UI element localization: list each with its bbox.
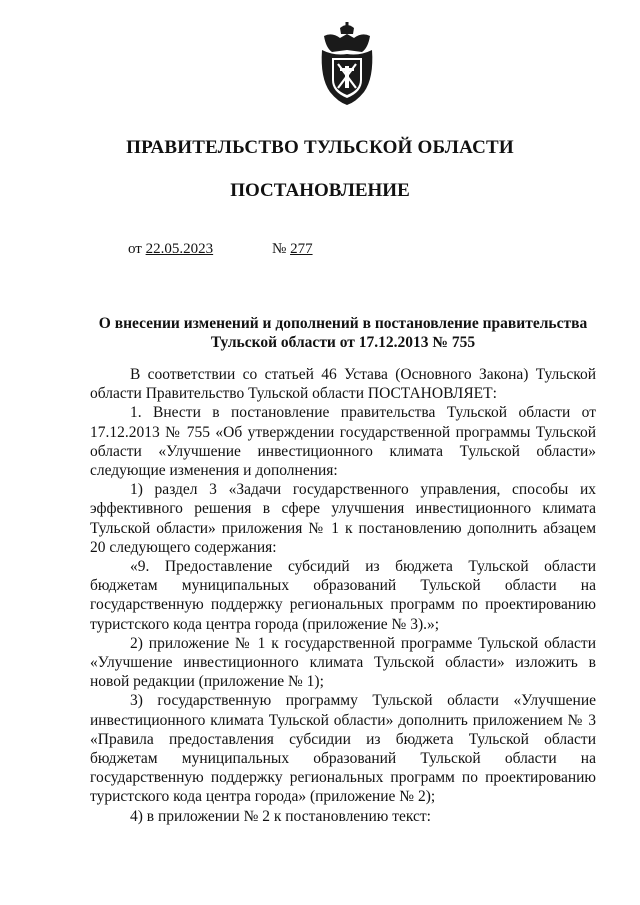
date-prefix: от — [128, 241, 146, 257]
body-paragraph: 3) государственную программу Тульской области «Улучшение инвестиционного климата Тульской области» дополнить приложением № 3 «Правила предоставления субсидии из бюджета Тульской области бюджетам муниципальных образований Тульской области на государственную поддержку региональных программ по проектированию туристского кода центра города» (приложение № 2); — [90, 692, 596, 806]
document-body — [90, 365, 596, 826]
body-paragraph: «9. Предоставление субсидий из бюджета Тульской области бюджетам муниципальных образований Тульской области на государственную поддержку региональных программ по проектированию туристского кода центра города (приложение № 3).»; — [90, 558, 596, 633]
date-value: 22.05.2023 — [145, 241, 214, 257]
document-type-title: ПОСТАНОВЛЕНИЕ — [230, 180, 410, 201]
body-paragraph: 4) в приложении № 2 к постановлению текст: — [130, 807, 431, 825]
document-date — [128, 241, 213, 258]
document-subject: О внесении изменений и дополнений в постановление правительства Тульской области от 17.12.2013 № 755 — [98, 315, 588, 351]
body-paragraph: 1) раздел 3 «Задачи государственного управления, способы их эффективного решения в сфере улучшения инвестиционного климата Тульской области» приложения № 1 к постановлению дополнить абзацем 20 следующего содержания: — [90, 481, 596, 556]
document-number — [272, 241, 313, 258]
body-paragraph: 1. Внести в постановление правительства Тульской области от 17.12.2013 № 755 «Об утверждении государственной программы Тульской области «Улучшение инвестиционного климата Тульской области» следующие изменения и дополнения: — [90, 404, 596, 480]
body-paragraph: В соответствии со статьей 46 Устава (Основного Закона) Тульской области Правительство Тульской области ПОСТАНОВЛЯЕТ: — [90, 366, 596, 403]
body-paragraph: 2) приложение № 1 к государственной программе Тульской области «Улучшение инвестиционного климата Тульской области» изложить в новой редакции (приложение № 1); — [90, 634, 596, 691]
coat-of-arms-emblem — [318, 22, 376, 106]
number-value: 277 — [290, 241, 313, 257]
organization-title: ПРАВИТЕЛЬСТВО ТУЛЬСКОЙ ОБЛАСТИ — [126, 137, 514, 158]
number-prefix: № — [272, 241, 291, 257]
